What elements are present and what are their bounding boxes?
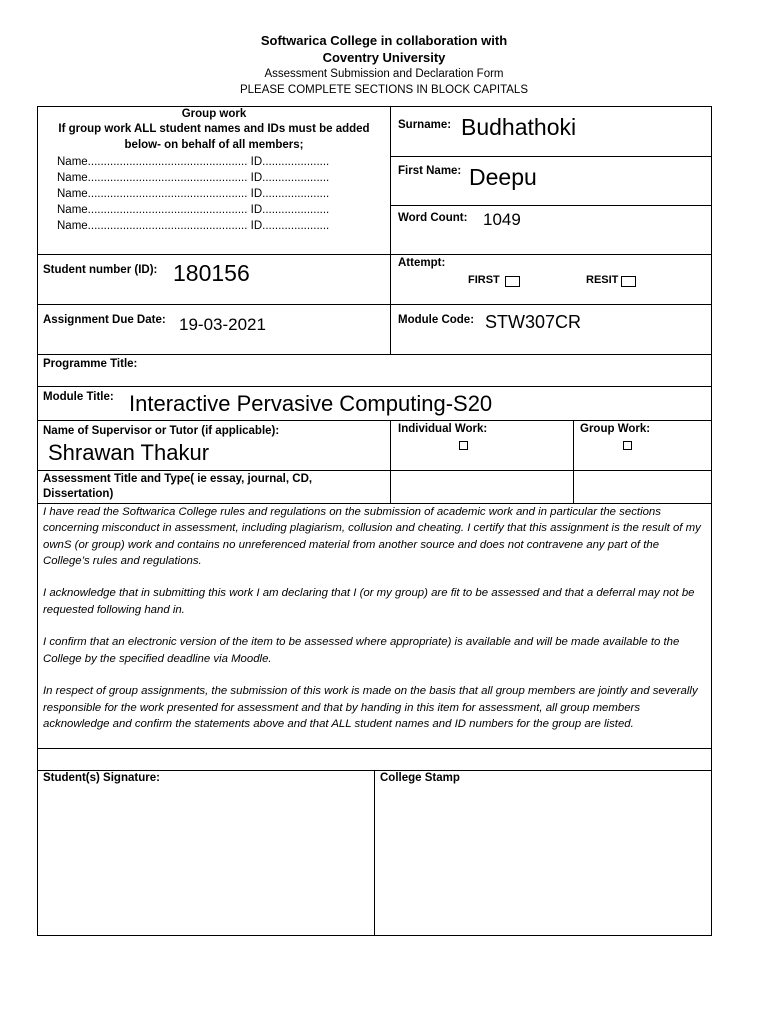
supervisor-label: Name of Supervisor or Tutor (if applicable): <box>43 425 280 437</box>
due-date-value[interactable]: 19-03-2021 <box>179 315 266 334</box>
form-title: Assessment Submission and Declaration Form <box>264 68 504 80</box>
signature-label: Student(s) Signature: <box>43 772 160 784</box>
assessment-title-label: Dissertation) <box>43 488 114 500</box>
declaration-text <box>43 504 705 732</box>
group-work-label: Group Work: <box>580 423 651 435</box>
attempt-resit-label: RESIT <box>586 274 619 286</box>
group-work-instruction: below- on behalf of all members; <box>124 139 304 151</box>
college-stamp-label: College Stamp <box>380 772 460 784</box>
individual-work-checkbox[interactable] <box>459 441 468 450</box>
declaration-paragraph: In respect of group assignments, the submission of this work is made on the basis that all group members are jointly and severally responsible for the work presented for assessment and that by handing in this item for assessment, all group members acknowledge and confirm the statements above and that ALL student names and ID numbers for the group are listed. <box>43 685 698 730</box>
module-title-label: Module Title: <box>43 391 114 403</box>
attempt-first-checkbox[interactable] <box>505 276 520 287</box>
row-divider <box>37 304 712 305</box>
student-number-value[interactable]: 180156 <box>173 260 250 286</box>
column-divider <box>573 420 574 503</box>
signature-area[interactable] <box>38 788 373 934</box>
first-name-value[interactable]: Deepu <box>469 164 537 190</box>
programme-title-label: Programme Title: <box>43 358 138 370</box>
form-instruction: PLEASE COMPLETE SECTIONS IN BLOCK CAPITALS <box>239 84 528 96</box>
student-number-label: Student number (ID): <box>43 264 158 276</box>
row-divider <box>37 386 712 387</box>
group-work-checkbox[interactable] <box>623 441 632 450</box>
declaration-paragraph: I acknowledge that in submitting this work I am declaring that I (or my group) are fit to be assessed and that a deferral may not be requested following hand in. <box>43 587 695 616</box>
group-member-name-line[interactable]: Name.................................................. ID..................... <box>57 156 330 168</box>
group-member-name-line[interactable]: Name.................................................. ID..................... <box>57 188 330 200</box>
declaration-paragraph: I have read the Softwarica College rules and regulations on the submission of academic work and in particular the sections concerning misconduct in assessment, including plagiarism, collusion and cheating. I certify that this assignment is the result of my ownS (or group) work and contains no unreferenced material from another source and does not contravene any part of the College’s rules and regulations. <box>43 506 701 567</box>
surname-label: Surname: <box>398 119 452 131</box>
word-count-label: Word Count: <box>398 212 468 224</box>
attempt-label: Attempt: <box>398 257 446 269</box>
column-divider <box>390 106 391 354</box>
attempt-resit-checkbox[interactable] <box>621 276 636 287</box>
word-count-value[interactable]: 1049 <box>483 210 521 229</box>
attempt-first-label: FIRST <box>468 274 500 286</box>
college-stamp-area <box>375 788 711 934</box>
column-divider <box>390 420 391 503</box>
group-work-title: Group work <box>181 108 247 120</box>
group-member-name-line[interactable]: Name.................................................. ID..................... <box>57 204 330 216</box>
module-title-value[interactable]: Interactive Pervasive Computing-S20 <box>129 391 493 416</box>
module-code-value[interactable]: STW307CR <box>485 312 582 332</box>
row-divider <box>37 748 712 749</box>
supervisor-value[interactable]: Shrawan Thakur <box>48 440 210 465</box>
group-member-name-line[interactable]: Name.................................................. ID..................... <box>57 172 330 184</box>
row-divider <box>37 254 712 255</box>
declaration-paragraph: I confirm that an electronic version of the item to be assessed where appropriate) is available and will be made available to the College by the specified deadline via Moodle. <box>43 636 680 665</box>
row-divider <box>37 354 712 355</box>
group-member-name-line[interactable]: Name.................................................. ID..................... <box>57 220 330 232</box>
first-name-label: First Name: <box>398 165 462 177</box>
assessment-title-label: Assessment Title and Type( ie essay, journal, CD, <box>43 473 313 485</box>
individual-work-label: Individual Work: <box>398 423 488 435</box>
row-divider <box>390 156 712 157</box>
college-title: Softwarica College in collaboration with <box>260 33 508 48</box>
row-divider <box>390 205 712 206</box>
module-code-label: Module Code: <box>398 314 475 326</box>
group-work-instruction: If group work ALL student names and IDs must be added <box>58 123 370 135</box>
row-divider <box>37 420 712 421</box>
row-divider <box>37 470 712 471</box>
surname-value[interactable]: Budhathoki <box>461 114 577 140</box>
due-date-label: Assignment Due Date: <box>43 314 166 326</box>
university-title: Coventry University <box>322 50 446 65</box>
